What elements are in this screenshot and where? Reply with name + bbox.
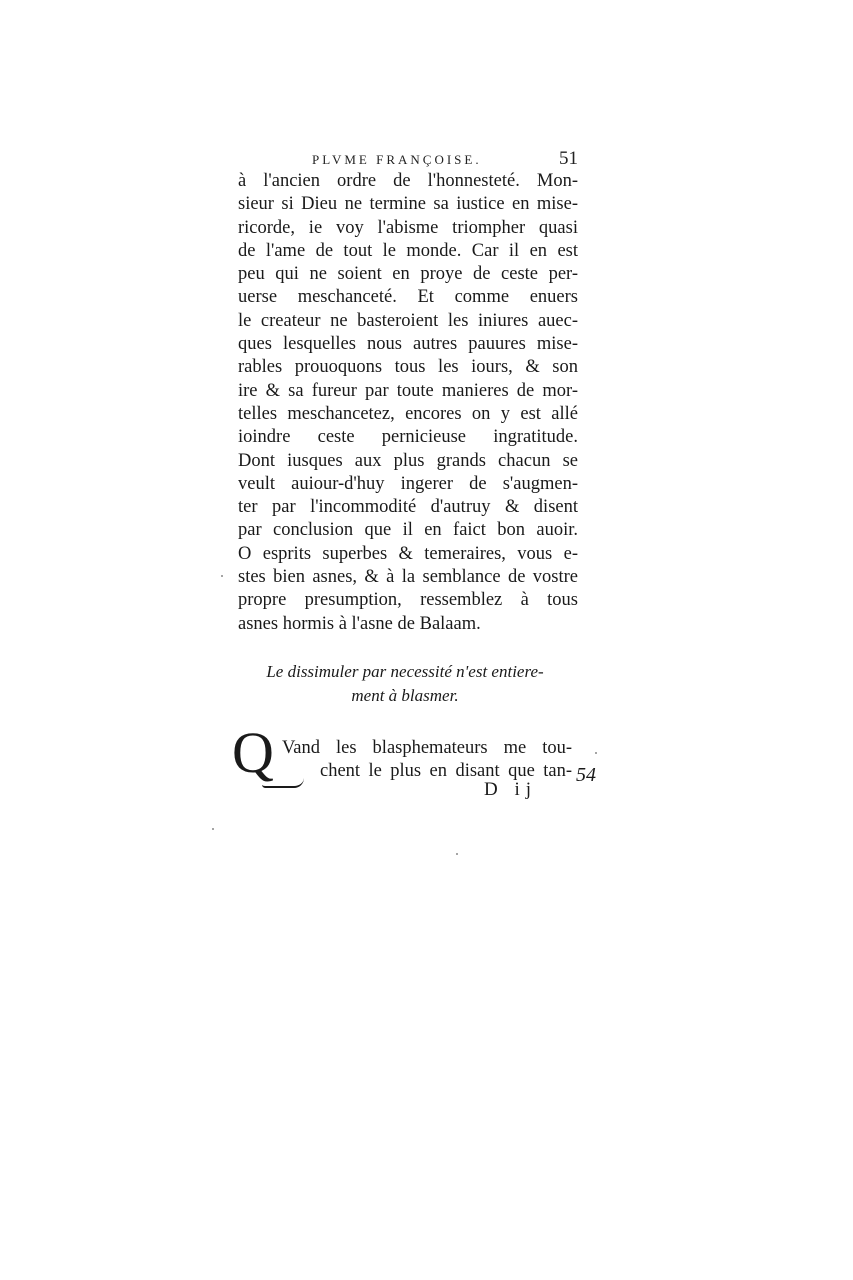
running-head (312, 148, 578, 169)
section-heading-line: ment à blasmer. (351, 686, 459, 705)
catchword: 54 (576, 764, 596, 786)
text-line: O esprits superbes & temeraires, vous e- (238, 543, 578, 564)
drop-cap-initial: Q (232, 720, 274, 785)
text-line: propre presumption, ressemblez à tous (238, 590, 578, 611)
text-line: par conclusion que il en faict bon auoir. (238, 520, 578, 541)
text-line: Dont iusques aux plus grands chacun se (238, 450, 578, 471)
text-line: ricorde, ie voy l'abisme triompher quasi (238, 217, 578, 238)
text-line: ter par l'incommodité d'autruy & disent (238, 497, 578, 518)
running-head-title: PLVME FRANÇOISE. (312, 152, 482, 167)
text-line: uerse meschanceté. Et comme enuers (238, 287, 578, 308)
ink-speck (456, 853, 458, 855)
main-paragraph (238, 170, 578, 636)
text-line: telles meschancetez, encores on y est allé (238, 403, 578, 424)
text-line: à l'ancien ordre de l'honnesteté. Mon- (238, 171, 578, 191)
text-line: de l'ame de tout le monde. Car il en est (238, 240, 578, 261)
text-line: asnes hormis à l'asne de Balaam. (238, 613, 481, 634)
text-line: ques lesquelles nous autres pauures mise- (238, 334, 578, 355)
text-line: veult auiour-d'huy ingerer de s'augmen- (238, 473, 578, 494)
page-number: 51 (559, 148, 578, 169)
ink-speck (212, 828, 214, 830)
text-line: sieur si Dieu ne termine sa iustice en mise- (238, 194, 578, 215)
text-line: ioindre ceste pernicieuse ingratitude. (238, 427, 578, 448)
text-line: stes bien asnes, & à la semblance de vostre (238, 567, 578, 588)
text-line: peu qui ne soient en proye de ceste per- (238, 264, 578, 285)
section-heading (230, 660, 580, 708)
ink-speck (595, 752, 597, 754)
ink-speck (221, 575, 223, 577)
text-line: chent le plus en disant que tan- (320, 761, 572, 782)
next-paragraph (282, 737, 572, 784)
text-line: ire & sa fureur par toute manieres de mor- (238, 380, 578, 401)
text-line: rables prouoquons tous les iours, & son (238, 357, 578, 378)
section-heading-line: Le dissimuler par necessité n'est entiere- (266, 662, 544, 681)
text-line: le createur ne basteroient les iniures auec- (238, 310, 578, 331)
text-line: Vand les blasphemateurs me tou- (282, 738, 572, 758)
signature-mark: D ij (484, 779, 538, 800)
